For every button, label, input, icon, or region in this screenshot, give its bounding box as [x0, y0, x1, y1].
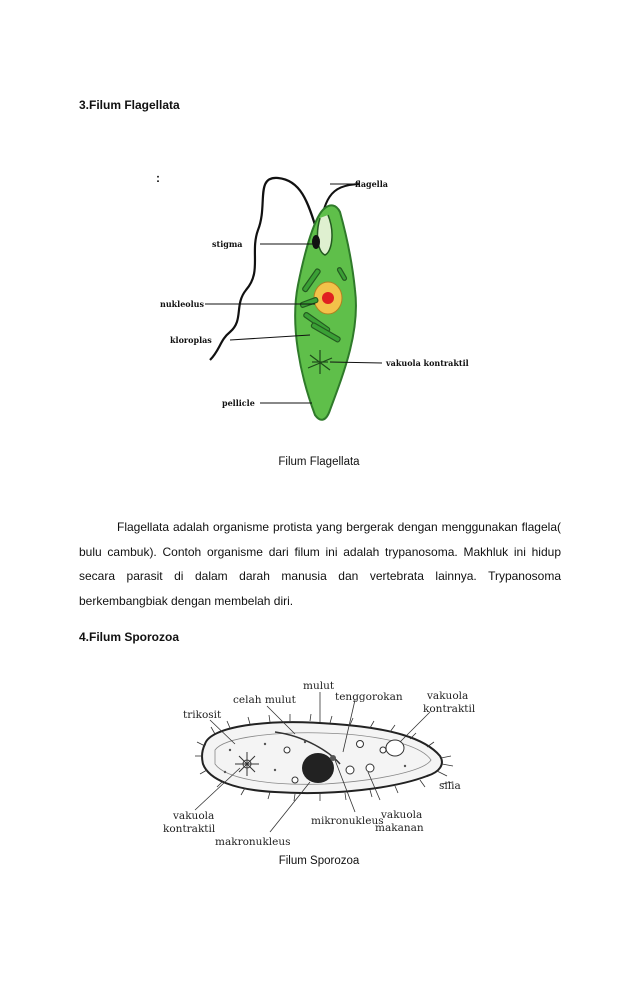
- figure-1-caption: Filum Flagellata: [278, 456, 360, 468]
- label-vakuola-kontraktil: vakuola kontraktil: [386, 358, 469, 368]
- sporozoa-diagram: [155, 672, 475, 852]
- label-tenggorokan: tenggorokan: [335, 691, 403, 703]
- label-mulut: mulut: [303, 680, 335, 692]
- label-flagella: flagella: [355, 179, 388, 189]
- flagellata-paragraph-text: Flagellata adalah organisme protista yang bergerak dengan menggunakan flagela( bulu cambuk). Contoh organisme dari filum ini adalah trypanosoma. Makhluk ini hidup secara parasit di dalam darah manusia dan vertebrata lainnya. Trypanosoma berkembangbiak dengan membelah diri.: [79, 520, 561, 608]
- label-vakuola-kontraktil-bottom-1: vakuola: [173, 810, 215, 822]
- label-celah-mulut: celah mulut: [233, 694, 296, 706]
- label-stigma: stigma: [212, 239, 243, 249]
- label-mikronukleus: mikronukleus: [311, 815, 384, 827]
- label-kloroplas: kloroplas: [170, 335, 212, 345]
- figure-2-caption: Filum Sporozoa: [278, 855, 360, 867]
- section-3-heading: 3.Filum Flagellata: [79, 98, 180, 112]
- flagellata-diagram: [150, 160, 490, 430]
- svg-text::: :: [156, 171, 160, 185]
- label-vakuola-makanan-1: vakuola: [381, 809, 423, 821]
- label-nukleolus: nukleolus: [160, 299, 204, 309]
- section-4-heading: 4.Filum Sporozoa: [79, 630, 180, 644]
- label-vakuola-kontraktil-top-1: vakuola: [427, 690, 469, 702]
- label-vakuola-makanan-2: makanan: [375, 822, 424, 834]
- label-trikosit: trikosit: [183, 709, 222, 721]
- nucleolus: [322, 292, 334, 304]
- macronucleus: [302, 753, 334, 783]
- label-makronukleus: makronukleus: [215, 836, 291, 848]
- label-vakuola-kontraktil-bottom-2: kontraktil: [163, 823, 216, 835]
- flagellata-paragraph: [79, 515, 561, 613]
- label-pelikel: pellicle: [222, 398, 255, 408]
- label-silia: silia: [439, 780, 461, 792]
- label-vakuola-kontraktil-top-2: kontraktil: [423, 703, 475, 715]
- stigma-spot: [312, 235, 320, 249]
